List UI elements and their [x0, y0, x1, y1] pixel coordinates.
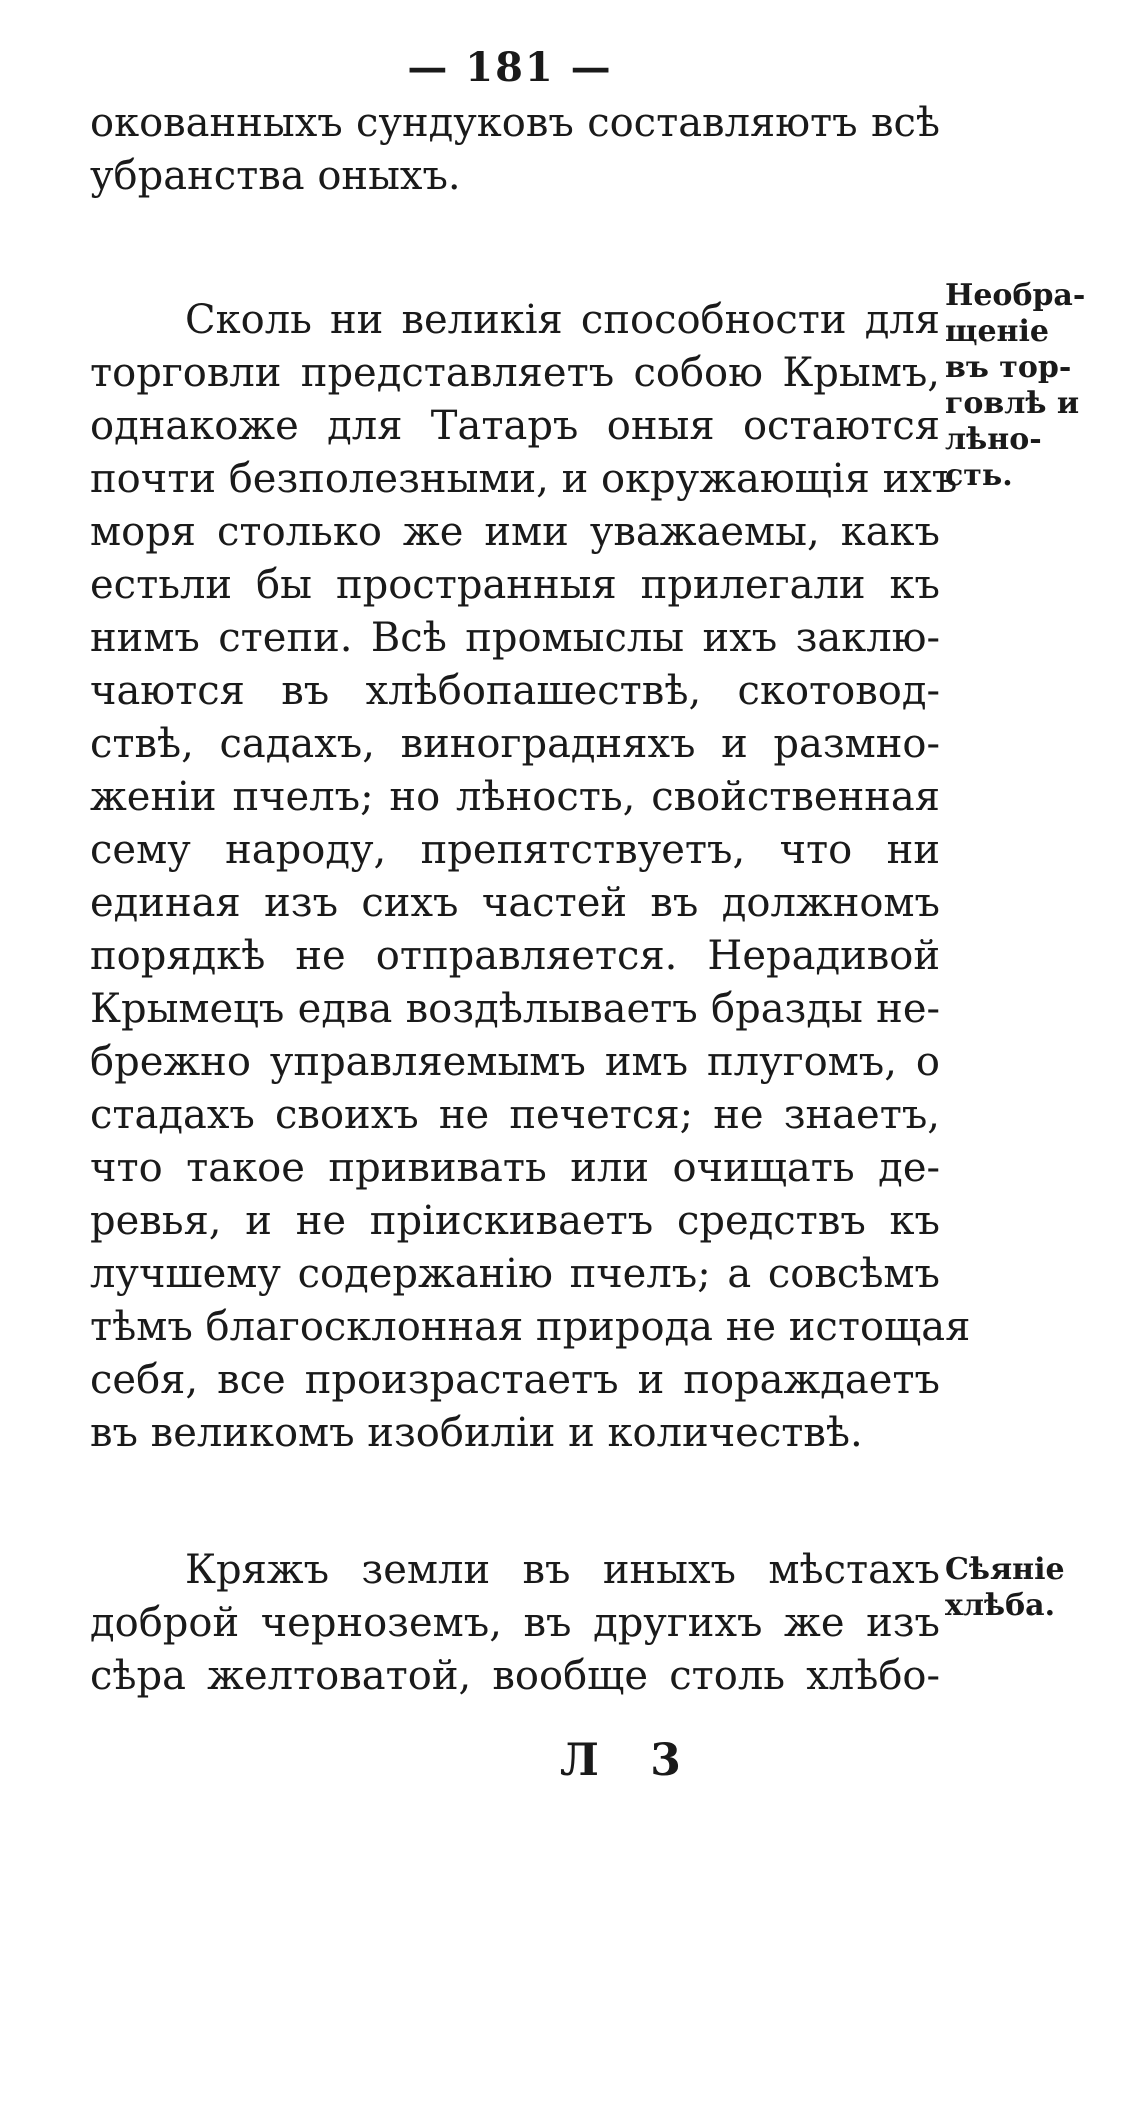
text-line: что такое прививать или очищать де- [90, 1145, 940, 1191]
text-line: ревья, и не пріискиваетъ средствъ къ [90, 1198, 940, 1244]
text-line: женіи пчелъ; но лѣность, свойственная [90, 774, 940, 820]
margin-note-line: въ тор- [945, 350, 1072, 385]
text-line: въ великомъ изобиліи и количествѣ. [90, 1410, 863, 1456]
text-line: однакоже для Татаръ оныя остаются [90, 403, 940, 449]
margin-note-grain [945, 1552, 1120, 1624]
text-line: чаются въ хлѣбопашествѣ, скотовод- [90, 668, 940, 714]
margin-note-line: хлѣба. [945, 1588, 1056, 1623]
margin-note-line: сть. [945, 458, 1013, 493]
margin-note-line: лѣно- [945, 422, 1042, 457]
text-line: брежно управляемымъ имъ плугомъ, о [90, 1039, 940, 1085]
text-line: сѣра желтоватой, вообще столь хлѣбо- [90, 1653, 940, 1699]
text-line: Кряжъ земли въ иныхъ мѣстахъ [185, 1547, 940, 1593]
text-line: лучшему содержанію пчелъ; а совсѣмъ [90, 1251, 940, 1297]
margin-note-line: Сѣяніе [945, 1552, 1065, 1587]
text-line: себя, все произрастаетъ и пораждаетъ [90, 1357, 940, 1403]
text-line: естьли бы пространныя прилегали къ [90, 562, 940, 608]
text-line: убранства оныхъ. [90, 153, 461, 199]
text-line: торговли представляетъ собою Крымъ, [90, 350, 940, 396]
text-line: окованныхъ сундуковъ составляютъ всѣ [90, 100, 940, 146]
text-line: доброй черноземъ, въ другихъ же изъ [90, 1600, 940, 1646]
text-line: порядкѣ не отправляется. Нерадивой [90, 933, 940, 979]
text-line: нимъ степи. Всѣ промыслы ихъ заклю- [90, 615, 940, 661]
page-number: — 181 — [407, 44, 613, 91]
margin-note-trade [945, 278, 1120, 494]
text-line: стадахъ своихъ не печется; не знаетъ, [90, 1092, 940, 1138]
text-line: моря столько же ими уважаемы, какъ [90, 509, 940, 555]
text-line: почти безполезными, и окружающія ихъ [90, 456, 958, 502]
text-line: ствѣ, садахъ, виноградняхъ и размно- [90, 721, 940, 767]
text-line: тѣмъ благосклонная природа не истощая [90, 1304, 971, 1350]
text-line: Крымецъ едва воздѣлываетъ бразды не- [90, 986, 940, 1032]
margin-note-line: говлѣ и [945, 386, 1080, 421]
margin-note-line: щеніе [945, 314, 1049, 349]
text-line: Сколь ни великія способности для [185, 297, 940, 343]
text-line: единая изъ сихъ частей въ должномъ [90, 880, 940, 926]
printer-signature: Л 3 [560, 1735, 699, 1786]
margin-note-line: Необра- [945, 278, 1086, 313]
text-line: сему народу, препятствуетъ, что ни [90, 827, 940, 873]
